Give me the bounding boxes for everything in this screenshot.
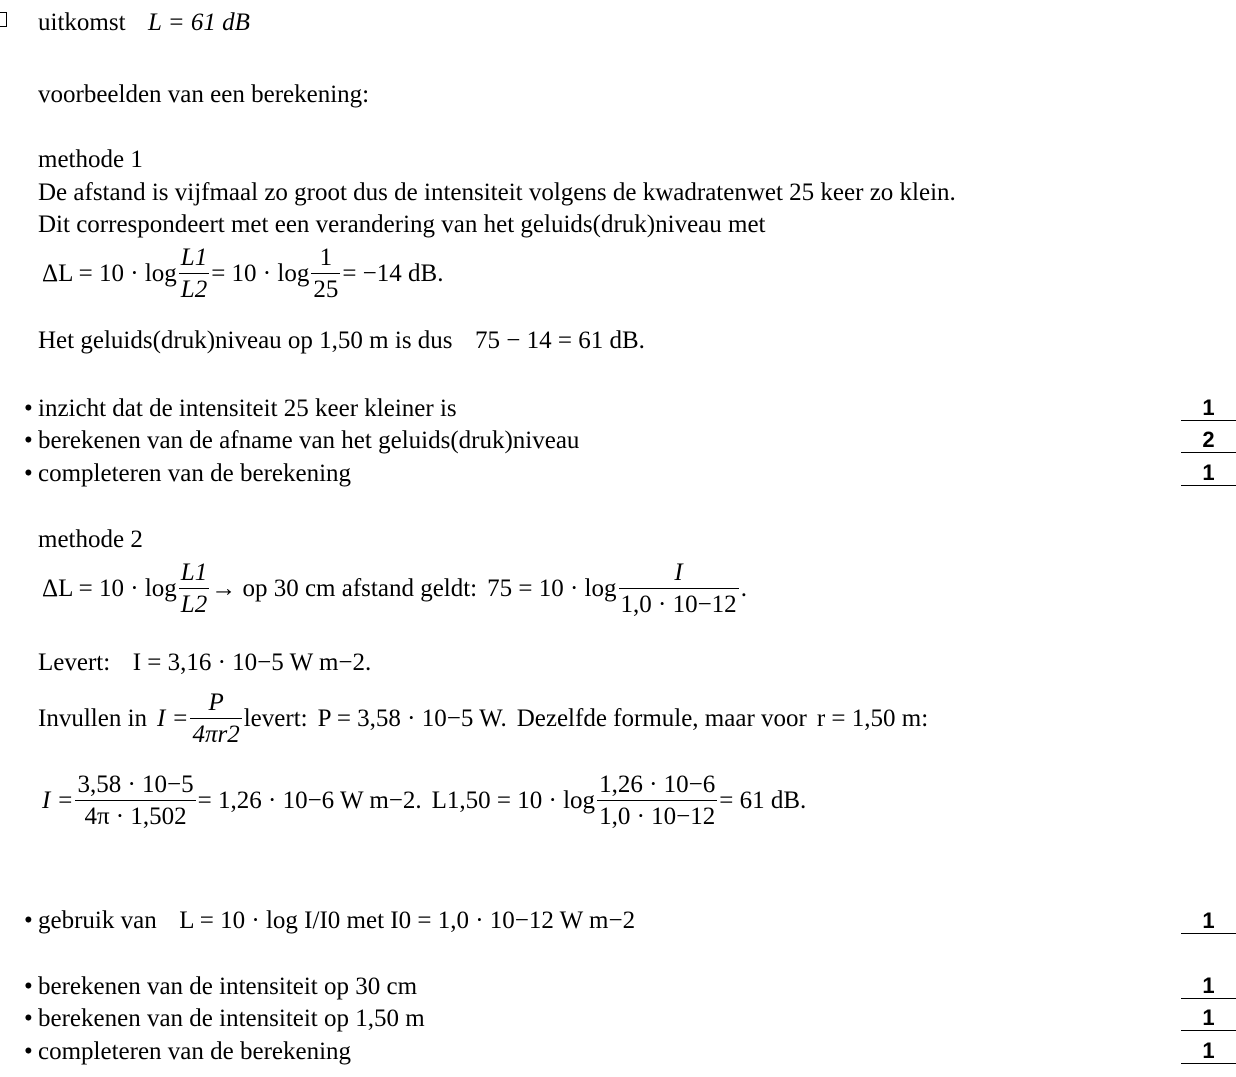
- frac-num: 1: [311, 245, 340, 274]
- method2-title: methode 2: [38, 526, 143, 553]
- criterion-text: berekenen van de intensiteit op 30 cm: [38, 973, 418, 1000]
- method1-line2: Dit correspondeert met een verandering van het geluids(druk)niveau met: [38, 211, 766, 238]
- result-formula: L = 61 dB: [148, 9, 250, 36]
- frac-num: L1: [179, 245, 209, 274]
- criterion-text: inzicht dat de intensiteit 25 keer kleiner is: [38, 395, 457, 422]
- criterion-item: • inzicht dat de intensiteit 25 keer kleiner is: [24, 395, 457, 422]
- criterion-text: berekenen van de afname van het geluids(druk)niveau: [38, 427, 580, 454]
- criterion-text: berekenen van de intensiteit op 1,50 m: [38, 1005, 425, 1032]
- frac-num: 1,26 · 10−6: [597, 772, 717, 801]
- method1-title: methode 1: [38, 146, 143, 173]
- eq-lhs: ΔL = 10 · log: [42, 260, 177, 287]
- score: 1: [1181, 1007, 1236, 1031]
- checkbox-icon: [0, 12, 7, 27]
- criterion-item: • completeren van de berekening: [24, 460, 352, 487]
- line3-calc: 75 − 14 = 61 dB.: [475, 327, 645, 354]
- method2-equation3: [42, 772, 806, 829]
- criterion-text: completeren van de berekening: [38, 460, 352, 487]
- score: 1: [1181, 1040, 1236, 1064]
- frac-den: L2: [180, 276, 208, 303]
- method1-line1: De afstand is vijfmaal zo groot dus de intensiteit volgens de kwadratenwet 25 keer zo klein.: [38, 179, 956, 206]
- score: 2: [1181, 429, 1236, 453]
- invullen-line: [38, 690, 928, 747]
- frac-den: L2: [180, 591, 208, 618]
- score: 1: [1181, 910, 1236, 934]
- eq-end: = 61 dB.: [719, 787, 807, 814]
- fraction-l1-l2: [179, 560, 209, 617]
- score: 1: [1181, 975, 1236, 999]
- fraction-l1-l2: [179, 245, 209, 302]
- result-line: [38, 10, 250, 35]
- eq-rhs: 75 = 10 · log: [487, 575, 617, 602]
- invullen-label: Invullen in: [38, 705, 148, 732]
- frac-den: 4π · 1,502: [84, 803, 187, 830]
- intro-text: voorbeelden van een berekening:: [38, 81, 370, 108]
- eq-end: .: [740, 575, 747, 602]
- criterion-item: • gebruik van L = 10 · log I/I0 met I0 = 1,0 · 10−12 W m−2: [24, 907, 636, 934]
- fraction-p-4pir2: [190, 690, 241, 747]
- fraction-i-i0: [597, 772, 717, 829]
- score: 1: [1181, 397, 1236, 421]
- eq-l150: L1,50 = 10 · log: [431, 787, 596, 814]
- frac-num: L1: [179, 560, 209, 589]
- result-label: uitkomst: [38, 9, 126, 36]
- eq-lhs: I =: [42, 787, 74, 814]
- eq-end: = −14 dB.: [342, 260, 444, 287]
- method1-line3: [38, 328, 645, 353]
- line3-text: Het geluids(druk)niveau op 1,50 m is dus: [38, 327, 453, 354]
- criterion-text: gebruik van: [38, 907, 157, 934]
- levert-value: I = 3,16 · 10−5 W m−2.: [132, 649, 372, 676]
- criterion-item: • berekenen van de intensiteit op 1,50 m: [24, 1005, 425, 1032]
- invullen-value: P = 3,58 · 10−5 W.: [317, 705, 507, 732]
- invullen-r: r = 1,50 m:: [816, 705, 929, 732]
- criterion-item: • berekenen van de afname van het geluids(druk)niveau: [24, 427, 580, 454]
- frac-den: 1,0 · 10−12: [599, 803, 716, 830]
- method1-equation: [42, 245, 443, 302]
- criterion-item: • berekenen van de intensiteit op 30 cm: [24, 973, 418, 1000]
- eq-mid: = 1,26 · 10−6 W m−2.: [197, 787, 422, 814]
- invullen-rest: Dezelfde formule, maar voor: [516, 705, 807, 732]
- invullen-levert: levert:: [243, 705, 308, 732]
- eq-lhs: ΔL = 10 · log: [42, 575, 177, 602]
- method2-equation1: [42, 560, 747, 617]
- frac-den: 1,0 · 10−12: [620, 591, 737, 618]
- eq-mid: = 10 · log: [211, 260, 310, 287]
- frac-num: I: [619, 560, 739, 589]
- frac-den: 4πr2: [192, 721, 240, 748]
- invullen-lhs: I =: [157, 705, 189, 732]
- eq-text: → op 30 cm afstand geldt:: [211, 575, 478, 602]
- frac-den: 25: [313, 276, 339, 303]
- criterion-text: completeren van de berekening: [38, 1038, 352, 1065]
- score: 1: [1181, 462, 1236, 486]
- fraction-1-25: [311, 245, 340, 302]
- fraction-p-area: [75, 772, 195, 829]
- fraction-i-i0: [619, 560, 739, 617]
- criterion-item: • completeren van de berekening: [24, 1038, 352, 1065]
- frac-num: P: [190, 690, 241, 719]
- levert-line: [38, 650, 371, 675]
- frac-num: 3,58 · 10−5: [75, 772, 195, 801]
- criterion-formula: L = 10 · log I/I0 met I0 = 1,0 · 10−12 W m−2: [179, 907, 636, 934]
- levert-label: Levert:: [38, 649, 111, 676]
